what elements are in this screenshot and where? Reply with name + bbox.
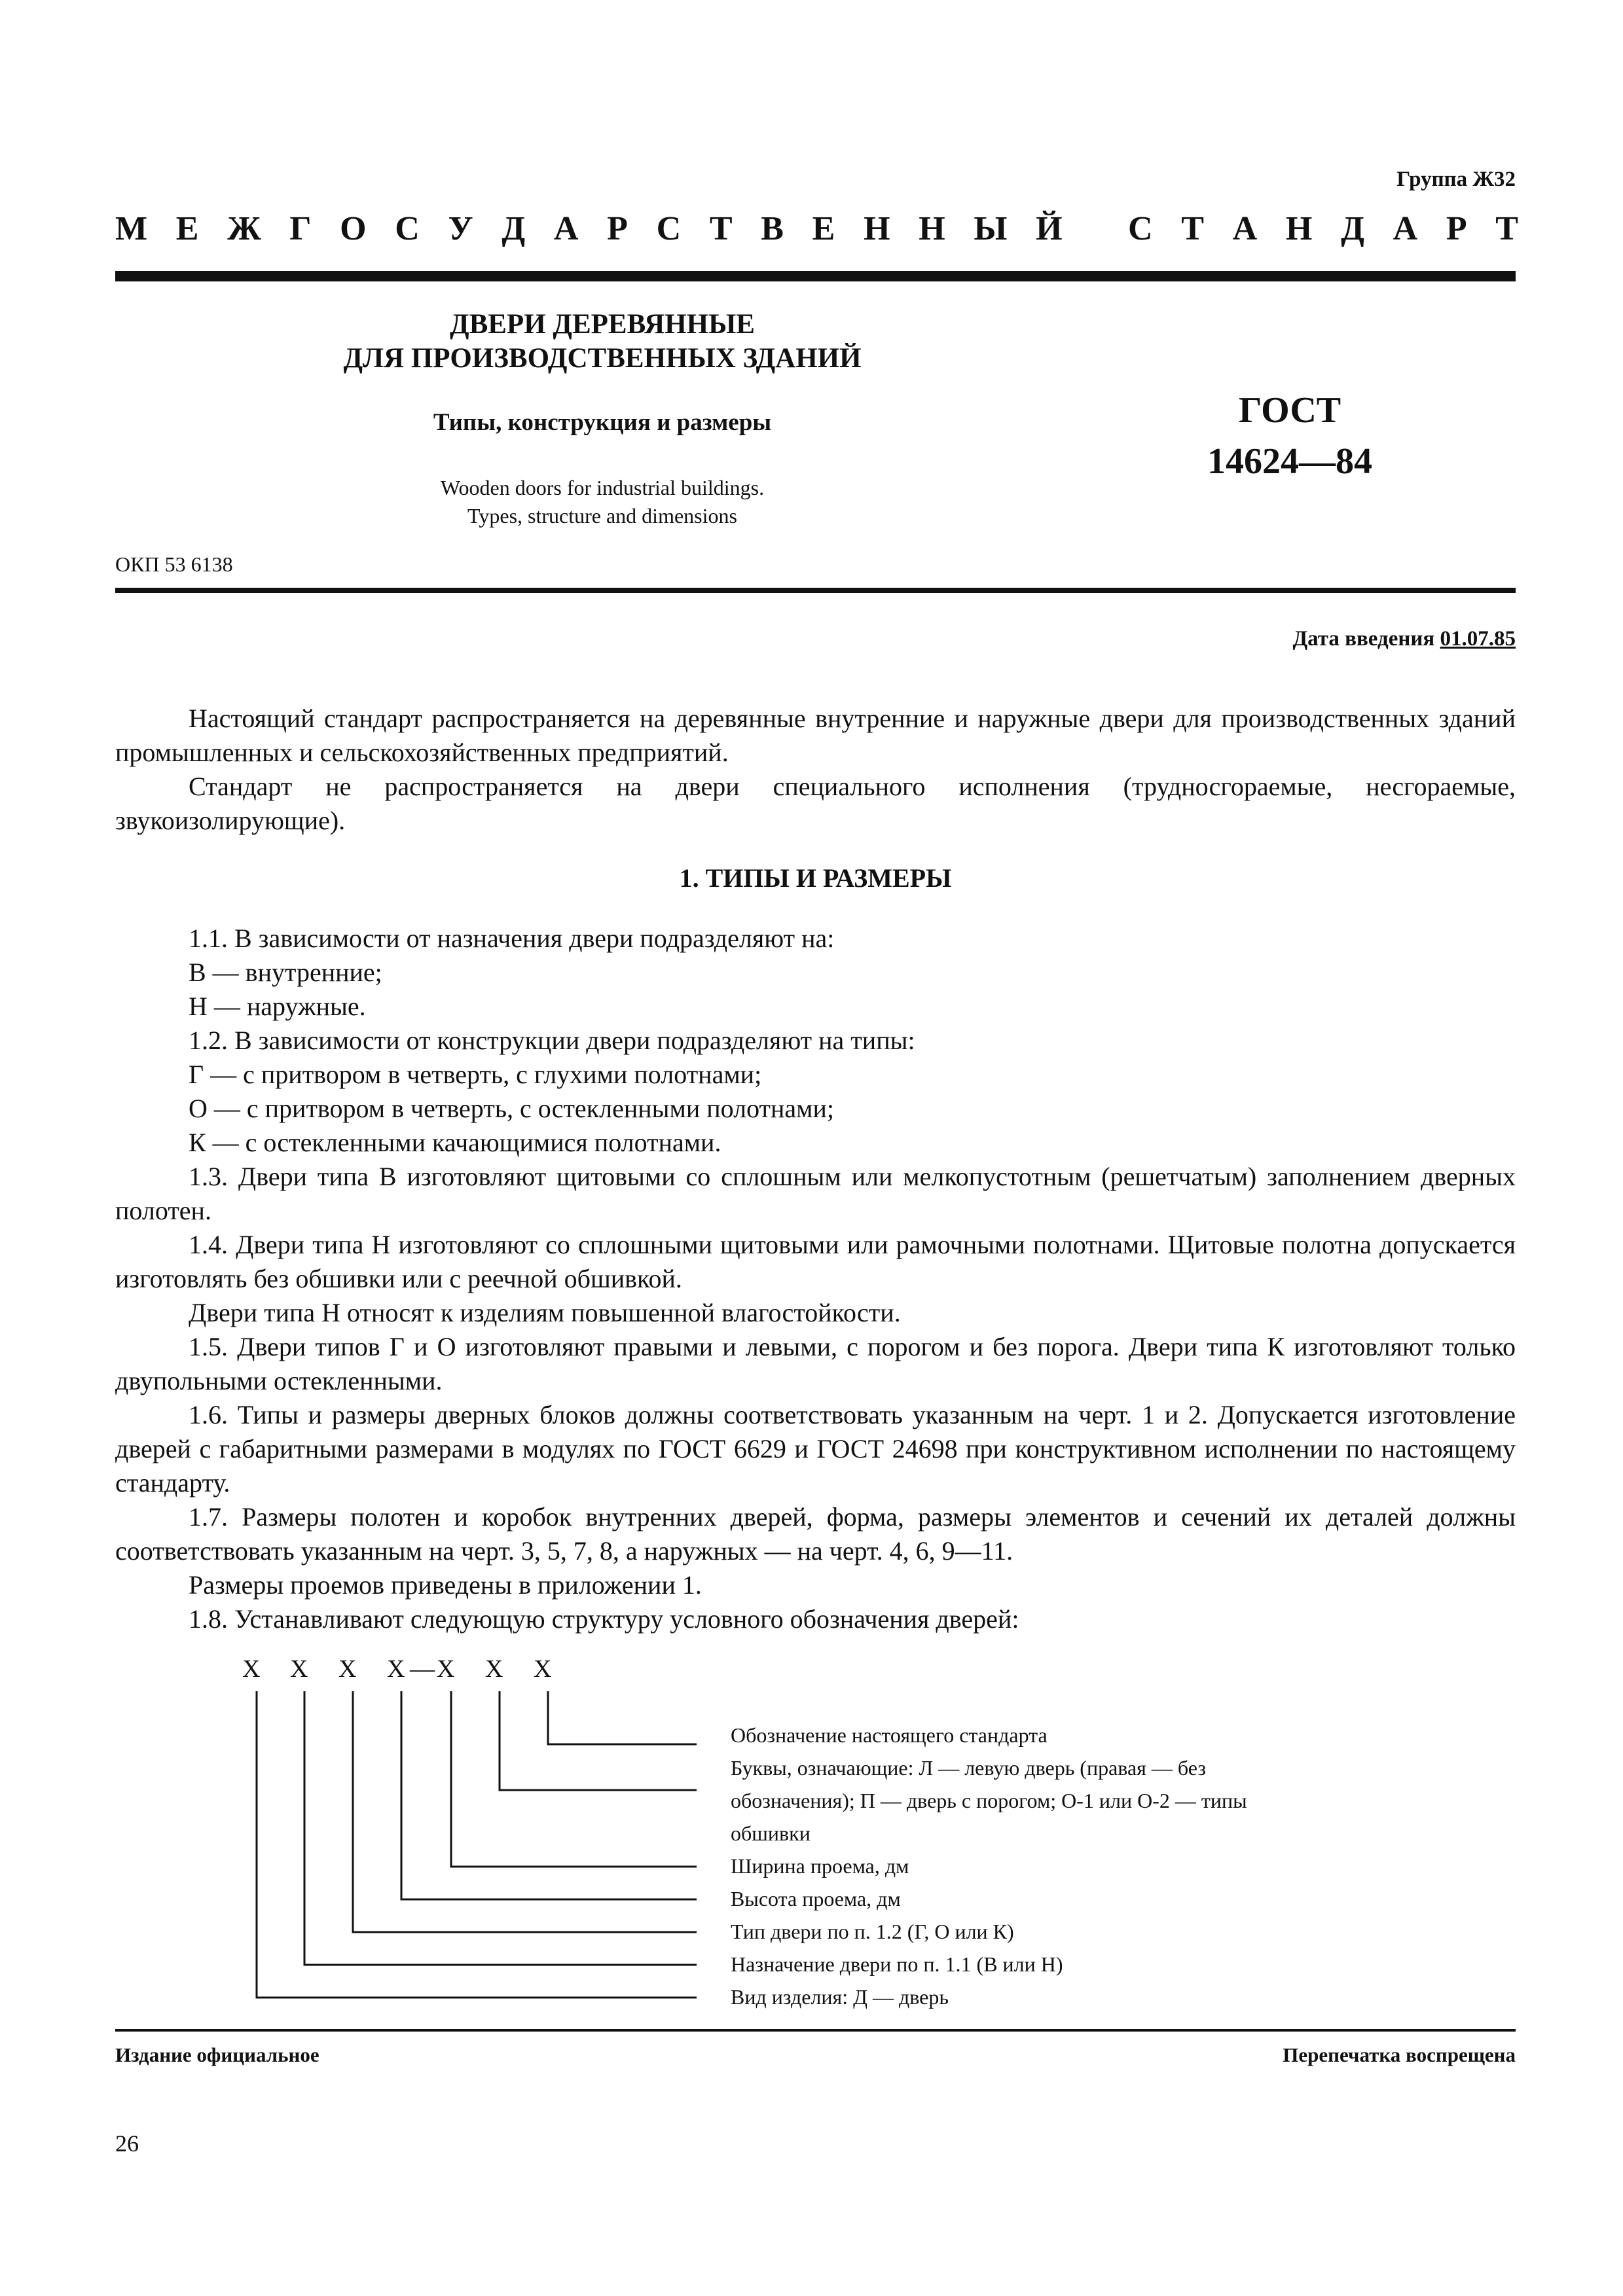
paragraph: Двери типа Н относят к изделиям повышенной влагостойкости. <box>189 1298 901 1327</box>
legend-item: Тип двери по п. 1.2 (Г, О или К) <box>731 1920 1014 1943</box>
english-title-line-1: Wooden doors for industrial buildings. <box>440 476 765 499</box>
heading-letter: А <box>1393 210 1418 247</box>
heading-letter: Н <box>919 210 945 247</box>
okp-code: ОКП 53 6138 <box>115 552 233 576</box>
heading-letter: С <box>395 210 420 247</box>
paragraph: 1.6. Типы и размеры дверных блоков должны соответствовать указанным на черт. 1 и 2. Допускается изготовление дверей с габаритными размерами в модулях по ГОСТ 6629 и ГОСТ 24698 при конструктивном исполнении по настоящему стандарту. <box>115 1400 1516 1498</box>
list-item: О — с притвором в четверть, с остекленными полотнами; <box>189 1094 835 1123</box>
leader-line <box>500 1691 697 1790</box>
list-item: Н — наружные. <box>189 992 366 1021</box>
legend-item: Обозначение настоящего стандарта <box>731 1723 1048 1747</box>
scheme-symbol: Х <box>338 1655 357 1683</box>
paragraph: 1.3. Двери типа В изготовляют щитовыми со сплошным или мелкопустотным (решетчатым) заполнением дверных полотен. <box>115 1162 1516 1225</box>
paragraph: 1.1. В зависимости от назначения двери подразделяют на: <box>189 924 835 953</box>
paragraph: 1.8. Устанавливают следующую структуру условного обозначения дверей: <box>189 1604 1019 1634</box>
list-item: В — внутренние; <box>189 958 382 987</box>
effective-date-value: 01.07.85 <box>1440 627 1516 651</box>
scheme-dash: — <box>410 1655 435 1683</box>
page-number: 26 <box>115 2130 139 2157</box>
heading-letter: Д <box>501 210 526 247</box>
heading-letter: А <box>1232 210 1258 247</box>
heading-letter: Е <box>175 210 199 247</box>
heading-letter: Т <box>1495 210 1518 247</box>
legend-item: обшивки <box>731 1821 811 1845</box>
legend-item: Назначение двери по п. 1.1 (В или Н) <box>731 1952 1063 1976</box>
legend-item: Вид изделия: Д — дверь <box>731 1985 949 2009</box>
heading-letter: М <box>115 210 148 247</box>
leader-line <box>353 1691 697 1932</box>
leader-line <box>451 1691 697 1867</box>
heading-letter: Г <box>289 210 312 247</box>
english-title-line-2: Types, structure and dimensions <box>467 504 737 528</box>
heading-letter: Ж <box>227 210 261 247</box>
scheme-symbol: Х <box>437 1655 455 1683</box>
heading-letter: Р <box>607 210 628 247</box>
paragraph: Размеры проемов приведены в приложении 1. <box>189 1570 702 1600</box>
scheme-symbol: Х <box>534 1655 552 1683</box>
legend-item: Высота проема, дм <box>731 1887 901 1910</box>
list-item: Г — с притвором в четверть, с глухими полотнами; <box>189 1060 762 1089</box>
effective-date-label: Дата введения <box>1292 627 1440 651</box>
paragraph: 1.7. Размеры полотен и коробок внутренних дверей, форма, размеры элементов и сечений их деталей должны соответствовать указанным на черт. 3, 5, 7, 8, а наружных — на черт. 4, 6, 9—11. <box>115 1502 1516 1566</box>
paragraph: Настоящий стандарт распространяется на деревянные внутренние и наружные двери для производственных зданий промышленных и сельскохозяйственных предприятий. <box>115 704 1516 767</box>
official-edition: Издание официальное <box>115 2043 319 2066</box>
title-line-1: ДВЕРИ ДЕРЕВЯННЫЕ <box>449 309 755 340</box>
leader-line <box>257 1691 697 1998</box>
document-subtitle: Типы, конструкция и размеры <box>433 409 772 436</box>
section-heading: 1. ТИПЫ И РАЗМЕРЫ <box>679 863 952 893</box>
scheme-symbol: Х <box>387 1655 405 1683</box>
paragraph: 1.2. В зависимости от конструкции двери подразделяют на типы: <box>189 1026 915 1055</box>
paragraph: 1.5. Двери типов Г и О изготовляют правыми и левыми, с порогом и без порога. Двери типа К изготовляют только двупольными остекленными. <box>115 1332 1516 1395</box>
heading-letter: Й <box>1036 210 1063 247</box>
legend-item: обозначения); П — дверь с порогом; О-1 или О-2 — типы <box>731 1789 1247 1812</box>
heading-letter: У <box>448 210 473 247</box>
gost-code: 14624—84 <box>1207 441 1372 482</box>
heading-letter: Д <box>1341 210 1364 247</box>
heading-letter: О <box>340 210 367 247</box>
heading-letter: Н <box>864 210 890 247</box>
legend-item: Буквы, означающие: Л — левую дверь (правая — без <box>731 1756 1206 1780</box>
paragraph: Стандарт не распространяется на двери специального исполнения (трудносгораемые, несгораемые, звукоизолирующие). <box>115 772 1516 835</box>
title-line-2: ДЛЯ ПРОИЗВОДСТВЕННЫХ ЗДАНИЙ <box>343 343 862 374</box>
leader-line <box>548 1691 697 1744</box>
heading-letter: С <box>1128 210 1153 247</box>
list-item: К — с остекленными качающимися полотнами. <box>189 1128 721 1157</box>
heading-letter: С <box>656 210 682 247</box>
heading-letter: Т <box>1181 210 1204 247</box>
gost-label: ГОСТ <box>1238 390 1341 431</box>
heading-letter: А <box>553 210 579 247</box>
heading-letter: В <box>761 210 784 247</box>
reprint-prohibited: Перепечатка воспрещена <box>1283 2043 1516 2066</box>
heading-letter: Т <box>709 210 733 247</box>
scheme-symbol: Х <box>242 1655 261 1683</box>
heading-letter: Н <box>1285 210 1313 247</box>
group-code: Группа Ж32 <box>1396 168 1516 191</box>
scheme-symbol: Х <box>485 1655 503 1683</box>
footer-rule <box>115 2029 1516 2032</box>
heading-letter: Ы <box>974 210 1008 247</box>
legend-item: Ширина проема, дм <box>731 1854 909 1878</box>
heading-letter: Р <box>1446 210 1467 247</box>
scheme-symbol: Х <box>290 1655 308 1683</box>
paragraph: 1.4. Двери типа Н изготовляют со сплошными щитовыми или рамочными полотнами. Щитовые полотна допускается изготовлять без обшивки или с реечной обшивкой. <box>115 1230 1516 1293</box>
heading-letter: Е <box>812 210 835 247</box>
